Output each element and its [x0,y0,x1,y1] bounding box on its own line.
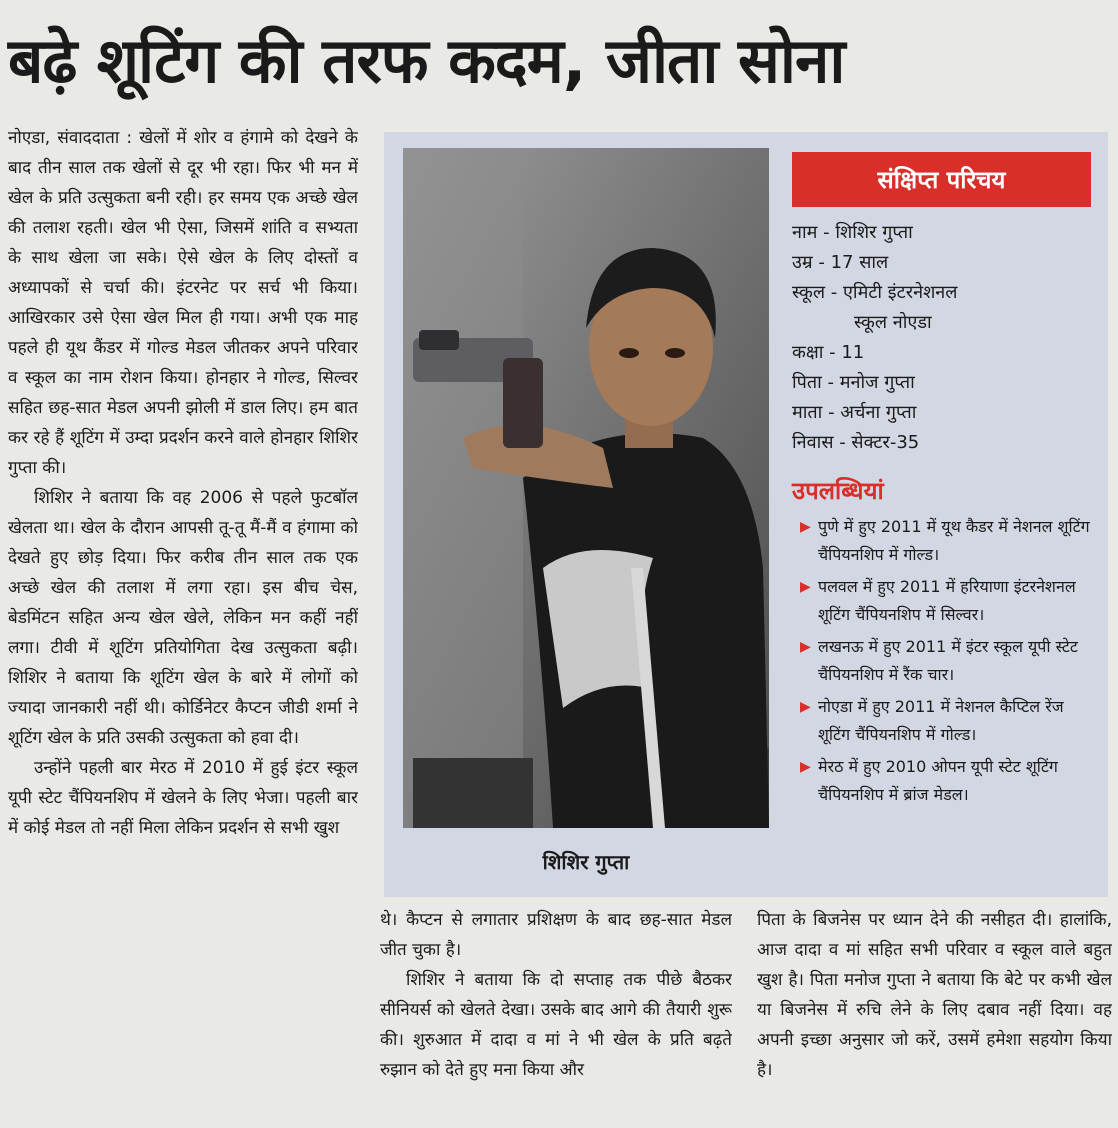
arrow-bullet-icon: ▶ [800,699,811,715]
achievement-item [800,753,1100,809]
profile-row: माता - अर्चना गुप्ता [792,402,917,423]
intro-banner: संक्षिप्त परिचय [792,152,1091,207]
profile-row: स्कूल - एमिटी इंटरनेशनल [792,282,958,303]
article-column-middle [380,905,732,1128]
shooter-illustration [403,148,769,828]
photo-caption: शिशिर गुप्ता [542,850,630,874]
achievements-title: उपलब्धियां [792,477,884,505]
article-paragraph: नोएडा, संवाददाता : खेलों में शोर व हंगामे को देखने के बाद तीन साल तक खेलों से दूर भी रहा। फिर भी मन में खेल के प्रति उत्सुकता बनी रही। हर समय एक अच्छे खेल की तलाश रहती। खेल भी ऐसा, जिसमें शांति व सभ्यता के साथ खेला जा सके। ऐसे खेल के लिए दोस्तों व अध्यापकों से चर्चा की। इंटरनेट पर सर्च भी किया। आखिरकार उसे ऐसा खेल मिल ही गया। अभी एक माह पहले ही यूथ कैंडर में गोल्ड मेडल जीतकर अपने परिवार व स्कूल का नाम रोशन किया। होनहार ने गोल्ड, सिल्वर सहित छह-सात मेडल अपनी झोली में डाल लिए। हम बात कर रहे हैं शूटिंग में उम्दा प्रदर्शन करने वाले होनहार शिशिर गुप्ता की। [8,128,358,478]
article-column-left [8,123,358,1128]
profile-row: कक्षा - 11 [792,342,865,363]
achievement-item [800,633,1100,689]
article-paragraph: थे। कैप्टन से लगातार प्रशिक्षण के बाद छह-सात मेडल जीत चुका है। [380,910,732,960]
achievements-list [800,513,1100,813]
profile-row: नाम - शिशिर गुप्ता [792,222,913,243]
arrow-bullet-icon: ▶ [800,519,811,535]
profile-row: स्कूल नोएडा [854,312,932,333]
article-paragraph: उन्होंने पहली बार मेरठ में 2010 में हुई इंटर स्कूल यूपी स्टेट चैंपियनशिप में खेलने के लिए भेजा। पहली बार में कोई मेडल तो नहीं मिला लेकिन प्रदर्शन से सभी खुश [8,758,358,838]
profile-list [792,218,1092,458]
arrow-bullet-icon: ▶ [800,759,811,775]
article-paragraph: शिशिर ने बताया कि दो सप्ताह तक पीछे बैठकर सीनियर्स को खेलते देखा। उसके बाद आगे की तैयारी शुरू की। शुरुआत में दादा व मां ने भी खेल के प्रति बढ़ते रुझान को देते हुए मना किया और [380,970,732,1080]
achievement-item [800,693,1100,749]
achievement-text: मेरठ में हुए 2010 ओपन यूपी स्टेट शूटिंग चैंपियनशिप में ब्रांज मेडल। [818,757,1058,804]
article-paragraph: पिता के बिजनेस पर ध्यान देने की नसीहत दी। हालांकि, आज दादा व मां सहित सभी परिवार व स्कूल वाले बहुत खुश है। पिता मनोज गुप्ता ने बताया कि बेटे पर कभी खेल या बिजनेस में रुचि लेने के लिए दबाव नहीं दिया। वह अपनी इच्छा अनुसार जो करें, उसमें हमेशा सहयोग किया है। [757,910,1112,1080]
achievement-text: लखनऊ में हुए 2011 में इंटर स्कूल यूपी स्टेट चैंपियनशिप में रैंक चार। [818,637,1078,684]
article-column-right [757,905,1112,1128]
headline: बढ़े शूटिंग की तरफ कदम, जीता सोना [8,24,845,97]
achievement-item [800,573,1100,629]
achievement-text: नोएडा में हुए 2011 में नेशनल कैप्टिल रेंज शूटिंग चैंपियनशिप में गोल्ड। [818,697,1064,744]
article-paragraph: शिशिर ने बताया कि वह 2006 से पहले फुटबॉल खेलता था। खेल के दौरान आपसी तू-तू मैं-मैं व हंगामा को देखते हुए छोड़ दिया। फिर करीब तीन साल तक एक अच्छे खेल की तलाश में लगा रहा। इस बीच चेस, बेडमिंटन सहित अन्य खेल खेले, लेकिन मन कहीं नहीं लगा। टीवी में शूटिंग प्रतियोगिता देख उत्सुकता बढ़ी। शिशिर ने बताया कि शूटिंग खेल के बारे में लोगों को ज्यादा जानकारी नहीं थी। कोर्डिनेटर कैप्टन जीडी शर्मा ने शूटिंग खेल के प्रति उसकी उत्सुकता को हवा दी। [8,488,358,748]
arrow-bullet-icon: ▶ [800,579,811,595]
achievement-text: पुणे में हुए 2011 में यूथ कैडर में नेशनल शूटिंग चैंपियनशिप में गोल्ड। [818,517,1090,564]
achievement-text: पलवल में हुए 2011 में हरियाणा इंटरनेशनल शूटिंग चैंपियनशिप में सिल्वर। [818,577,1076,624]
profile-row: पिता - मनोज गुप्ता [792,372,915,393]
profile-row: उम्र - 17 साल [792,252,889,273]
arrow-bullet-icon: ▶ [800,639,811,655]
shooter-photo [403,148,769,828]
achievement-item [800,513,1100,569]
profile-row: निवास - सेक्टर-35 [792,432,920,453]
